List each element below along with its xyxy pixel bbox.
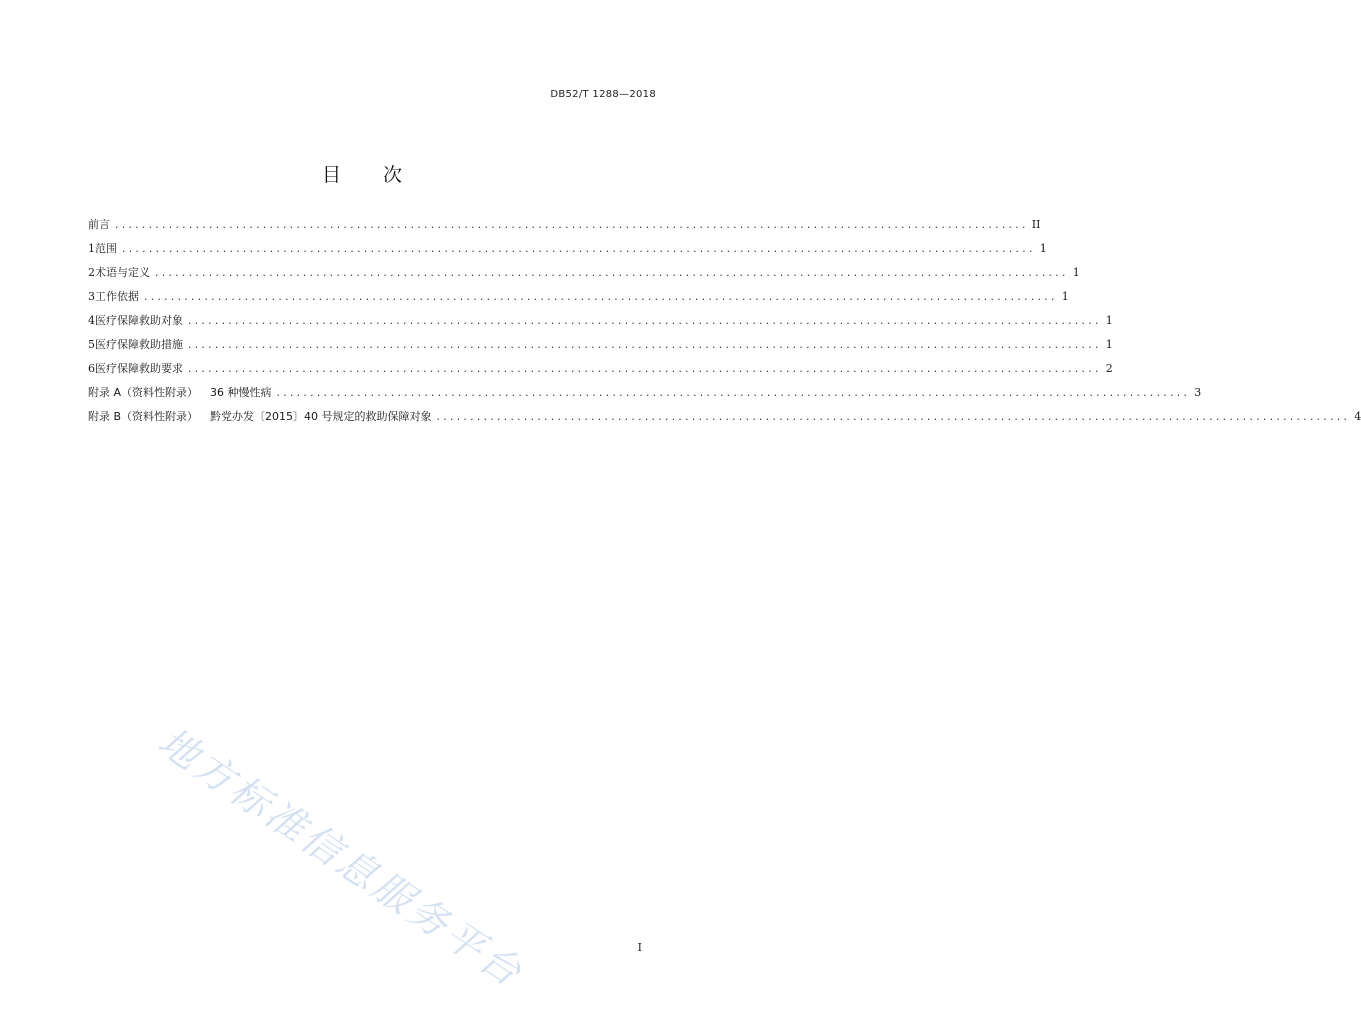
page-number: I bbox=[637, 941, 642, 954]
toc-dot-leader: ........................................................................................................................................ bbox=[275, 389, 1190, 399]
toc-entry-label: 医疗保障救助措施 bbox=[95, 338, 183, 351]
toc-entry-page: 1 bbox=[1039, 242, 1047, 255]
toc-entry-label: 前言 bbox=[88, 218, 110, 231]
toc-entry-label: 36 种慢性病 bbox=[210, 386, 272, 399]
toc-entry-number: 6 bbox=[88, 362, 95, 375]
toc-entry-page: 1 bbox=[1105, 338, 1113, 351]
toc-dot-leader: ........................................................................................................................................ bbox=[435, 413, 1350, 423]
toc-entry-assistance-targets[interactable] bbox=[88, 312, 1113, 336]
toc-dot-leader: ........................................................................................................................................ bbox=[121, 245, 1035, 255]
toc-dot-leader: ........................................................................................................................................ bbox=[143, 293, 1057, 303]
toc-entry-scope[interactable] bbox=[88, 240, 1047, 264]
toc-entry-number: 4 bbox=[88, 314, 95, 327]
toc-dot-leader: ........................................................................................................................................ bbox=[114, 221, 1028, 231]
toc-dot-leader: ........................................................................................................................................ bbox=[187, 317, 1101, 327]
toc-entry-page: 1 bbox=[1061, 290, 1069, 303]
toc-annex-prefix: 附录 A（资料性附录） bbox=[88, 386, 199, 399]
toc-entry-number: 5 bbox=[88, 338, 95, 351]
toc-entry-label: 黔党办发〔2015〕40 号规定的救助保障对象 bbox=[210, 410, 432, 423]
toc-dot-leader: ........................................................................................................................................ bbox=[187, 341, 1101, 351]
toc-entry-page: 2 bbox=[1105, 362, 1113, 375]
toc-entry-assistance-requirements[interactable] bbox=[88, 360, 1113, 384]
toc-entry-label: 医疗保障救助对象 bbox=[95, 314, 183, 327]
toc-entry-label: 工作依据 bbox=[95, 290, 139, 303]
toc-entry-terms-definitions[interactable] bbox=[88, 264, 1080, 288]
toc-entry-number: 3 bbox=[88, 290, 95, 303]
watermark: 地方标准信息服务平台 bbox=[149, 719, 532, 998]
toc-entry-label: 医疗保障救助要求 bbox=[95, 362, 183, 375]
toc-annex-prefix: 附录 B（资料性附录） bbox=[88, 410, 199, 423]
toc-entry-assistance-measures[interactable] bbox=[88, 336, 1113, 360]
toc-entry-number: 1 bbox=[88, 242, 95, 255]
toc-entry-page: 4 bbox=[1354, 410, 1361, 423]
toc-dot-leader: ........................................................................................................................................ bbox=[154, 269, 1068, 279]
toc-title-char-2: 次 bbox=[383, 164, 403, 186]
toc-dot-leader: ........................................................................................................................................ bbox=[187, 365, 1101, 375]
toc-title-char-1: 目 bbox=[321, 164, 341, 186]
toc-entry-page: 3 bbox=[1194, 386, 1202, 399]
toc-entry-foreword[interactable] bbox=[88, 216, 1041, 240]
toc-entry-annex-b[interactable] bbox=[88, 408, 1361, 432]
table-of-contents bbox=[88, 216, 1361, 432]
toc-entry-number: 2 bbox=[88, 266, 95, 279]
toc-entry-label: 范围 bbox=[95, 242, 117, 255]
toc-entry-page: 1 bbox=[1105, 314, 1113, 327]
toc-entry-page: 1 bbox=[1072, 266, 1080, 279]
toc-entry-annex-a[interactable] bbox=[88, 384, 1202, 408]
standard-code: DB52/T 1288—2018 bbox=[550, 89, 656, 100]
toc-entry-page: II bbox=[1031, 218, 1041, 231]
toc-title bbox=[0, 160, 724, 187]
toc-entry-label: 术语与定义 bbox=[95, 266, 150, 279]
toc-entry-work-basis[interactable] bbox=[88, 288, 1069, 312]
